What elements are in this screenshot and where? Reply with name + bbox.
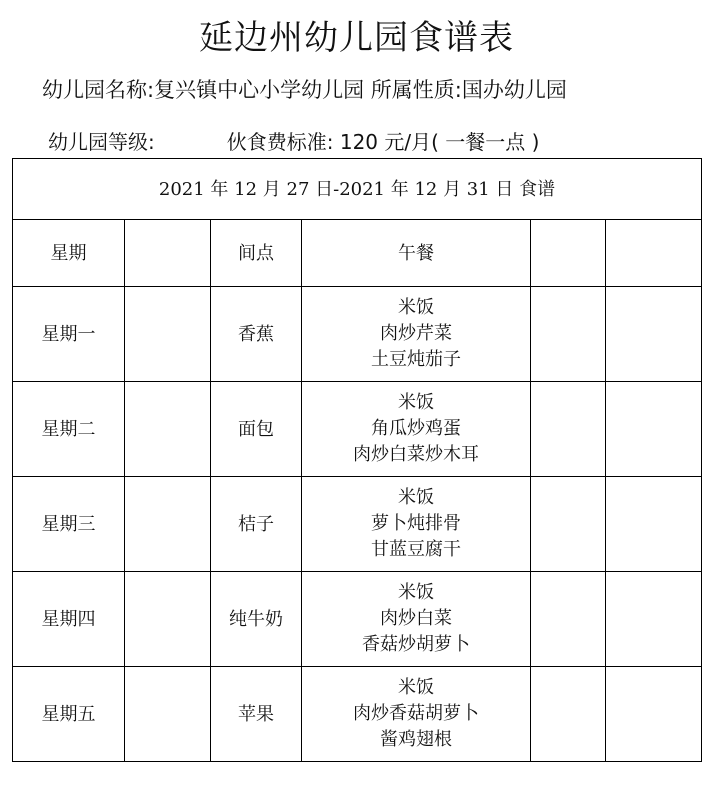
- level-label: 幼儿园等级:: [48, 130, 155, 154]
- dish: 香菇炒胡萝卜: [362, 634, 470, 655]
- header-lunch: 午餐: [302, 220, 531, 287]
- kindergarten-info-line: [42, 74, 567, 104]
- snack-cell: 桔子: [211, 477, 302, 572]
- dish: 米饭: [398, 297, 434, 318]
- table-row: [13, 287, 702, 382]
- dish: 肉炒白菜炒木耳: [353, 444, 479, 465]
- day-cell: 星期五: [13, 667, 125, 762]
- page-title: 延边州幼儿园食谱表: [199, 18, 514, 58]
- header-empty: [606, 220, 702, 287]
- dish: 米饭: [398, 582, 434, 603]
- type-value: 国办幼儿园: [461, 78, 567, 102]
- date-range: 2021 年 12 月 27 日-2021 年 12 月 31 日 食谱: [13, 159, 702, 220]
- header-empty: [125, 220, 211, 287]
- snack-cell: 纯牛奶: [211, 572, 302, 667]
- header-snack: 间点: [211, 220, 302, 287]
- dish: 土豆炖茄子: [371, 349, 461, 370]
- fee-value: 120 元/月( 一餐一点 ): [339, 130, 540, 154]
- dish: 角瓜炒鸡蛋: [371, 418, 461, 439]
- name-value: 复兴镇中心小学幼儿园: [154, 78, 365, 102]
- dish: 米饭: [398, 677, 434, 698]
- header-day: 星期: [13, 220, 125, 287]
- day-cell: 星期四: [13, 572, 125, 667]
- level-fee-line: [48, 126, 539, 155]
- header-empty: [531, 220, 606, 287]
- dish: 米饭: [398, 487, 434, 508]
- name-label: 幼儿园名称:: [42, 78, 155, 102]
- table-row: [13, 477, 702, 572]
- type-label: 所属性质:: [370, 78, 462, 102]
- date-row: [13, 159, 702, 220]
- dish: 萝卜炖排骨: [371, 513, 461, 534]
- snack-cell: 香蕉: [211, 287, 302, 382]
- table-row: [13, 572, 702, 667]
- menu-table: [12, 158, 702, 762]
- lunch-cell: [302, 477, 531, 572]
- dish: 酱鸡翅根: [380, 729, 452, 750]
- dish: 肉炒芹菜: [380, 323, 452, 344]
- lunch-cell: [302, 667, 531, 762]
- snack-cell: 苹果: [211, 667, 302, 762]
- day-cell: 星期三: [13, 477, 125, 572]
- day-cell: 星期二: [13, 382, 125, 477]
- table-row: [13, 667, 702, 762]
- lunch-cell: [302, 287, 531, 382]
- lunch-cell: [302, 572, 531, 667]
- snack-cell: 面包: [211, 382, 302, 477]
- dish: 肉炒香菇胡萝卜: [353, 703, 479, 724]
- day-cell: 星期一: [13, 287, 125, 382]
- header-row: [13, 220, 702, 287]
- dish: 肉炒白菜: [380, 608, 452, 629]
- lunch-cell: [302, 382, 531, 477]
- fee-label: 伙食费标准:: [226, 130, 334, 154]
- dish: 甘蓝豆腐干: [371, 539, 461, 560]
- table-row: [13, 382, 702, 477]
- dish: 米饭: [398, 392, 434, 413]
